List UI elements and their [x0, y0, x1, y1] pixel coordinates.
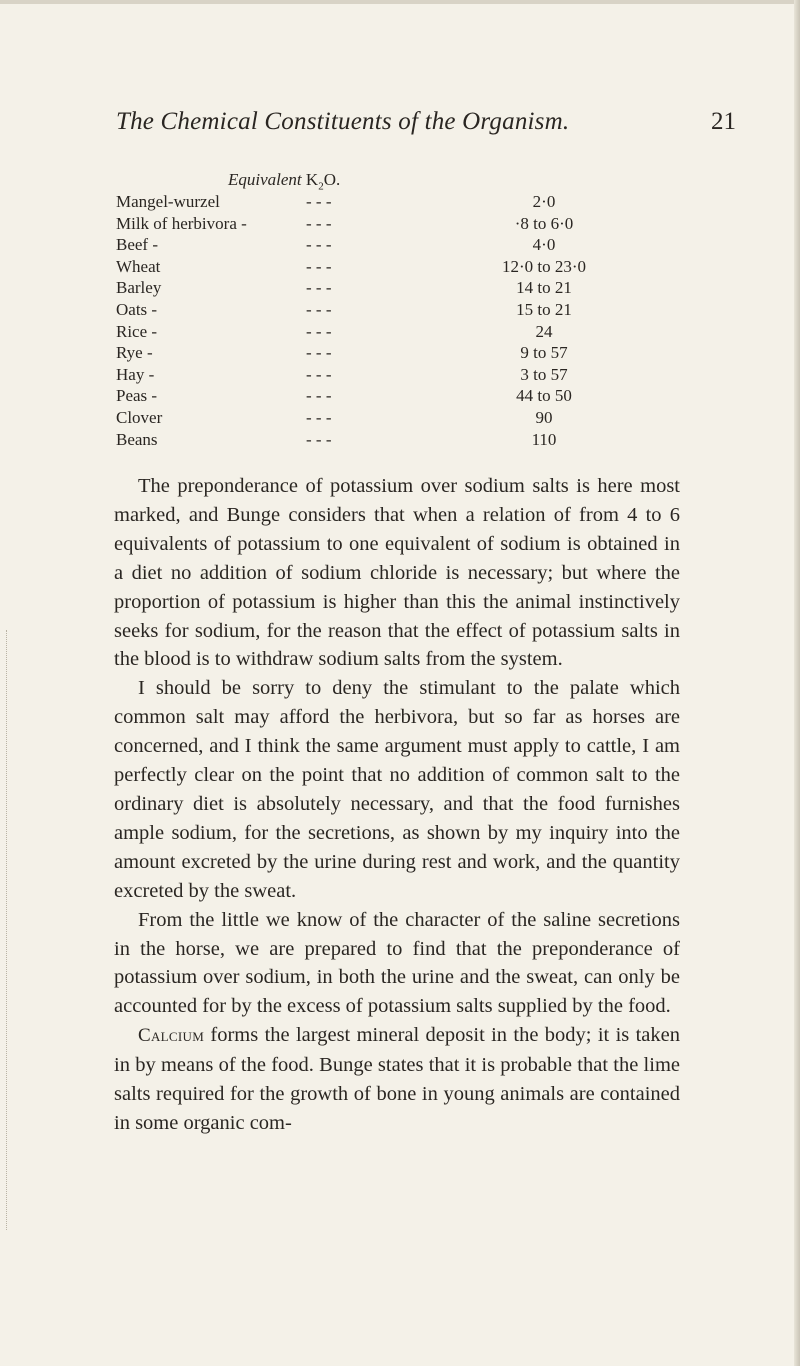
- potash-value: 15 to 21: [516, 299, 572, 319]
- page-right-edge: [794, 0, 800, 1366]
- table-row: [116, 408, 656, 430]
- page-header: [116, 108, 756, 144]
- potash-value: 90: [535, 407, 553, 427]
- table-row: [116, 278, 656, 300]
- potash-value: ·8 to 6·0: [514, 213, 574, 233]
- leader-dashes: - - -: [306, 235, 332, 255]
- leader-dashes: - - -: [306, 407, 332, 427]
- table-row: [116, 235, 656, 257]
- food-name: Barley: [116, 278, 162, 298]
- food-name: Rice -: [116, 321, 158, 341]
- page-top-edge: [0, 0, 800, 4]
- leader-dashes: - - -: [306, 429, 332, 449]
- potash-value: 9 to 57: [520, 343, 568, 363]
- leader-dashes: - - -: [306, 299, 332, 319]
- food-name: Beans: [116, 429, 158, 449]
- running-title: The Chemical Constituents of the Organism.: [116, 108, 570, 135]
- table-row: [116, 300, 656, 322]
- leader-dashes: - - -: [306, 192, 332, 211]
- potash-value: 12·0 to 23·0: [501, 256, 587, 276]
- potash-value: 3 to 57: [520, 364, 568, 384]
- leader-dashes: - - -: [306, 386, 332, 406]
- potash-value: 4·0: [532, 235, 556, 255]
- binding-margin: [6, 630, 9, 1230]
- leader-dashes: - - -: [306, 213, 332, 233]
- leader-dashes: - - -: [306, 256, 332, 276]
- table-row: [116, 322, 656, 344]
- food-name: Mangel-wurzel: [116, 192, 220, 211]
- table-row: [116, 214, 656, 236]
- food-name: Oats -: [116, 299, 158, 319]
- table-row: [116, 257, 656, 279]
- paragraph: I should be sorry to deny the stimulant to the palate which common salt may afford the herbivora, but so far as horses are concerned, and I think the same argument must apply to cattle, I am perfectly clear on the point that no addition of common salt to the ordinary diet is absolutely necessary, and that the food furnishes ample sodium, for the secretions, as shown by my inquiry into the amount excreted by the urine during rest and work, and the quantity excreted by the sweat.: [114, 677, 680, 902]
- leader-dashes: - - -: [306, 343, 332, 363]
- page-number: 21: [711, 108, 736, 135]
- potash-value: 14 to 21: [516, 278, 572, 298]
- body-text: [114, 472, 680, 1138]
- paragraph: The preponderance of potassium over sodium salts is here most marked, and Bunge considers that when a relation of from 4 to 6 equivalents of potassium to one equivalent of sodium is obtained in a diet no addition of sodium chloride is necessary; but where the proportion of potassium is higher than this the animal instinctively seeks for sodium, for the reason that the effect of potassium salts in the blood is to withdraw sodium salts from the system.: [114, 475, 680, 671]
- table-caption: [228, 170, 340, 192]
- potash-value: 24: [535, 321, 553, 341]
- paragraph: Calcium forms the largest mineral deposit in the body; it is taken in by means of the food. Bunge states that it is probable that the lime salts required for the growth of bone in young animals are contained in some organic com-: [114, 1024, 680, 1134]
- food-name: Peas -: [116, 386, 158, 406]
- food-name: Clover: [116, 407, 163, 427]
- paragraph: From the little we know of the character of the saline secretions in the horse, we are prepared to find that the preponderance of potassium over sodium, in both the urine and the sweat, can only be accounted for by the excess of potassium salts supplied by the food.: [114, 908, 680, 1018]
- potassium-table: [116, 192, 656, 451]
- caption-word: Equivalent: [228, 170, 302, 189]
- potash-value: 110: [531, 429, 557, 449]
- food-name: Hay -: [116, 364, 155, 384]
- food-name: Rye -: [116, 343, 153, 363]
- caption-formula: $K_2O$.: [305, 170, 341, 193]
- food-name: Milk of herbivora -: [116, 213, 247, 233]
- leader-dashes: - - -: [306, 321, 332, 341]
- potash-value: 2·0: [532, 192, 556, 211]
- potash-value: 44 to 50: [516, 386, 572, 406]
- leader-dashes: - - -: [306, 364, 332, 384]
- table-row: [116, 365, 656, 387]
- table-row: [116, 386, 656, 408]
- table-row: [116, 343, 656, 365]
- leader-dashes: - - -: [306, 278, 332, 298]
- food-name: Wheat: [116, 256, 161, 276]
- run-in-heading: Calcium: [138, 1025, 205, 1047]
- table-row: [116, 192, 656, 214]
- food-name: Beef -: [116, 235, 159, 255]
- table-row: [116, 430, 656, 452]
